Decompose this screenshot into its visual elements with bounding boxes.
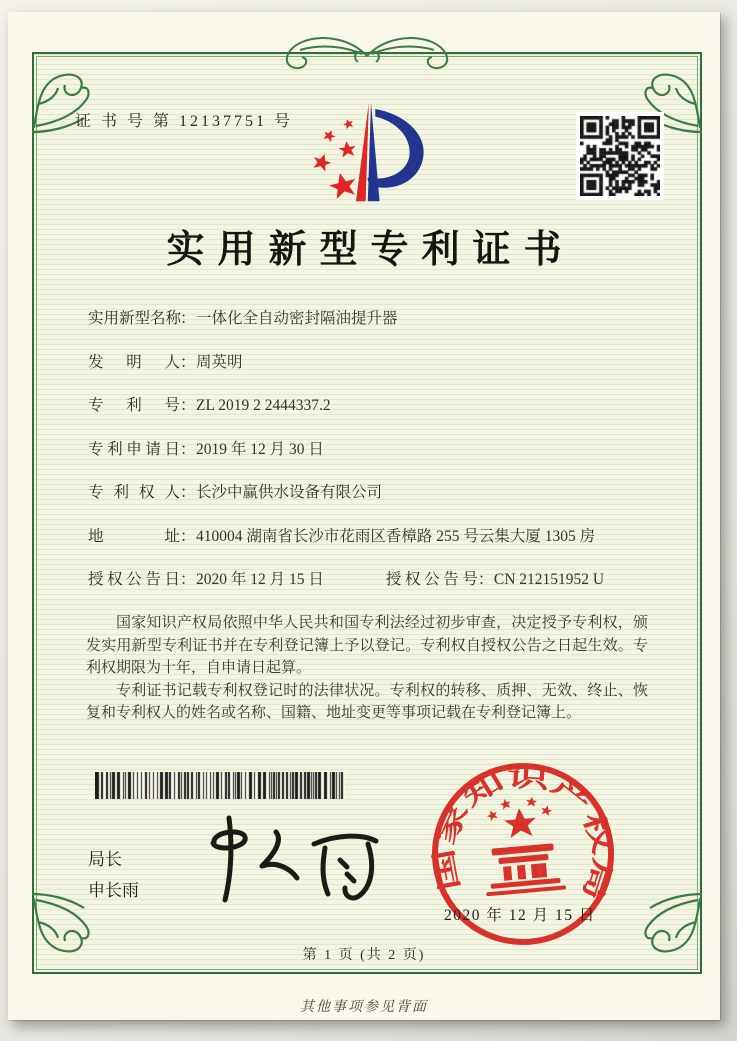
- field-row-filing-date: [88, 437, 660, 481]
- field-value: 2019 年 12 月 30 日: [196, 440, 324, 458]
- field-value: 长沙中赢供水设备有限公司: [196, 484, 383, 501]
- field-label: 专利申请日: [88, 440, 180, 458]
- field-colon: ：: [477, 571, 494, 588]
- field-row-grant: [88, 567, 660, 611]
- field-value: 2020 年 12 月 15 日: [196, 571, 324, 588]
- field-pair-grant-no: [386, 567, 604, 589]
- barcode: [95, 772, 345, 804]
- certificate-number: 证 书 号 第 12137751 号: [75, 113, 294, 130]
- field-row-address: [88, 524, 660, 568]
- seal-date: 2020 年 12 月 15 日: [444, 907, 596, 924]
- field-colon: ：: [180, 484, 196, 501]
- field-label: 发明人: [88, 353, 180, 371]
- back-note: 其他事项参见背面: [300, 1000, 428, 1015]
- official-title: 局长: [88, 850, 122, 869]
- field-row-inventor: [88, 350, 660, 394]
- certificate-title: 实用新型专利证书: [166, 229, 575, 271]
- cnipa-logo-icon: [296, 96, 446, 215]
- legal-paragraph-2: 专利证书记载专利权登记时的法律状况。专利权的转移、质押、无效、终止、恢复和专利权人的姓名或名称、国籍、地址变更等事项记载在专利登记簿上。: [86, 682, 648, 721]
- field-label: 实用新型名称: [88, 310, 182, 327]
- legal-text: [86, 612, 648, 725]
- field-colon: ：: [180, 571, 196, 588]
- officials-block: [88, 844, 139, 906]
- qr-code: [576, 112, 664, 200]
- field-colon: ：: [180, 397, 196, 414]
- field-colon: ：: [180, 527, 196, 545]
- field-label: 授权公告日: [88, 571, 180, 588]
- field-colon: ：: [180, 440, 196, 458]
- field-label: 地址: [88, 527, 180, 545]
- seal-text: 国家知识产权局: [430, 762, 618, 893]
- field-value: 一体化全自动密封隔油提升器: [196, 310, 398, 327]
- field-value: 周英明: [196, 353, 243, 371]
- official-name: 申长雨: [88, 881, 139, 900]
- top-flourish-icon: [232, 30, 502, 78]
- signature: [198, 808, 393, 913]
- field-value: ZL 2019 2 2444337.2: [196, 397, 331, 414]
- field-row-patentee: [88, 480, 660, 524]
- field-row-name: [88, 306, 660, 350]
- field-value: CN 212151952 U: [493, 571, 605, 588]
- field-colon: ：: [180, 310, 196, 327]
- legal-paragraph-1: 国家知识产权局依照中华人民共和国专利法经过初步审查，决定授予专利权，颁发实用新型专利证书并在专利登记簿上予以登记。专利权自授权公告之日起生效。专利权期限为十年，自申请日起算。: [86, 615, 648, 676]
- field-value: 410004 湖南省长沙市花雨区香樟路 255 号云集大厦 1305 房: [196, 527, 596, 545]
- field-label: 专利号: [88, 397, 180, 414]
- field-list: [88, 306, 660, 611]
- corner-flourish-icon: [620, 892, 706, 978]
- svg-text:国家知识产权局: [425, 756, 621, 919]
- page-number: 第 1 页 (共 2 页): [302, 948, 426, 963]
- field-label: 专利权人: [88, 484, 180, 501]
- field-label: 授权公告号: [385, 571, 478, 588]
- field-colon: ：: [180, 353, 196, 371]
- certificate-paper: [8, 12, 720, 1020]
- field-row-patent-no: [88, 393, 660, 437]
